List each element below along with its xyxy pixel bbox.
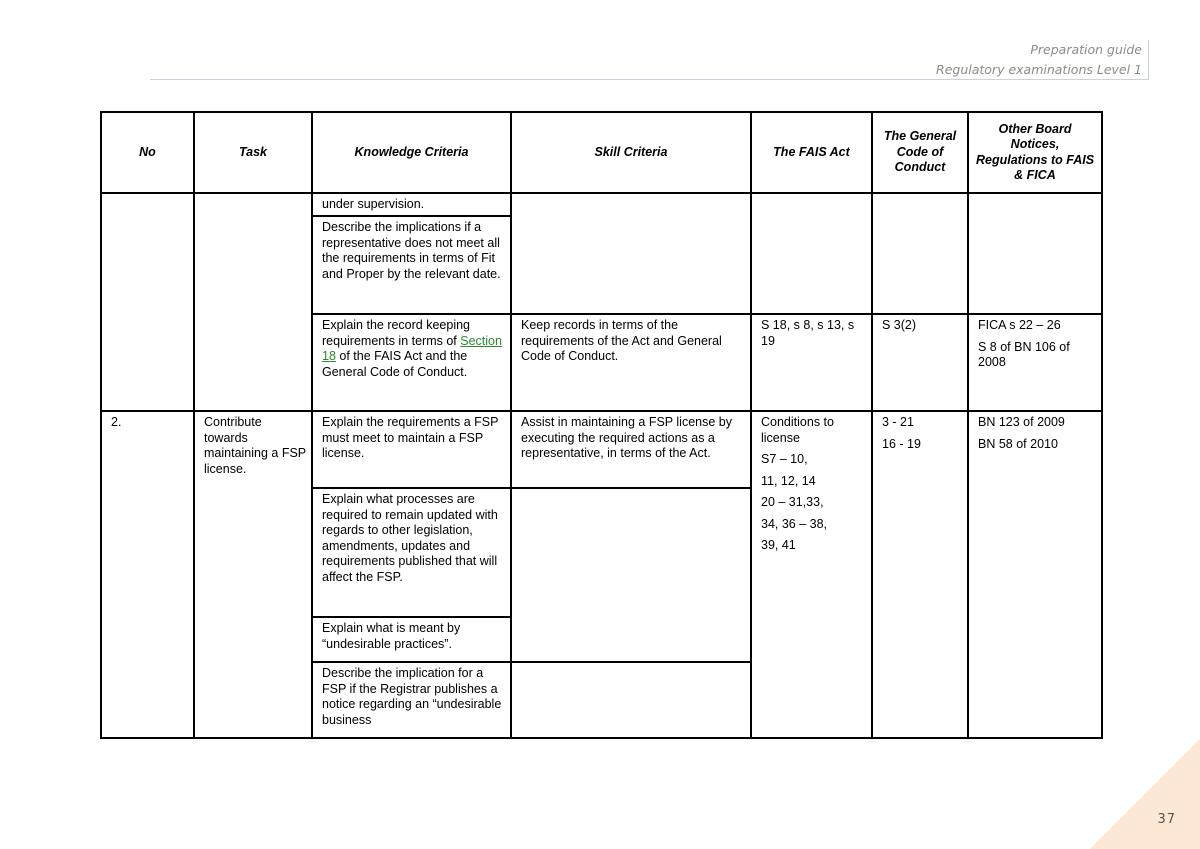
corner-triangle <box>1090 739 1200 849</box>
header-exam-title: Regulatory examinations Level 1 <box>936 62 1142 77</box>
page-number: 37 <box>1157 812 1176 827</box>
table-row <box>101 411 1102 488</box>
col-header-no: No <box>101 112 194 193</box>
knowledge-text-cont: of the FAIS Act and the General Code of Conduct. <box>322 349 468 379</box>
section-18-link[interactable]: Section 18 <box>322 333 502 363</box>
knowledge-text: under supervision. <box>322 197 425 211</box>
row-number: 2. <box>111 415 122 429</box>
cell-code <box>872 314 968 411</box>
cell-knowledge <box>312 488 511 617</box>
fais-act-text: 11, 12, 14 <box>761 473 816 488</box>
fais-act-text: S 18, s 8, s 13, s 19 <box>761 318 855 348</box>
cell-code <box>872 411 968 738</box>
header-divider-vertical <box>1148 40 1149 80</box>
fais-act-text: S7 – 10, <box>761 452 808 466</box>
code-text: 16 - 19 <box>882 436 921 451</box>
other-text: BN 58 of 2010 <box>978 436 1058 451</box>
other-text: FICA s 22 – 26 <box>978 318 1061 332</box>
fais-act-text: 39, 41 <box>761 538 796 552</box>
header-guide-title: Preparation guide <box>1030 42 1142 57</box>
cell-knowledge <box>312 411 511 488</box>
cell-knowledge <box>312 662 511 738</box>
cell-skill <box>511 488 751 662</box>
fais-act-text: Conditions to license <box>761 415 834 445</box>
cell-task <box>194 193 312 411</box>
cell-fais-act <box>751 411 872 738</box>
page-header <box>936 40 1142 80</box>
header-divider <box>150 79 1149 80</box>
code-text: S 3(2) <box>882 318 917 332</box>
cell-knowledge <box>312 314 511 411</box>
knowledge-text: Explain the record keeping requirements in terms of <box>322 318 471 348</box>
cell-no <box>101 193 194 411</box>
cell-other <box>968 411 1102 738</box>
cell-skill <box>511 411 751 488</box>
col-header-fais-act: The FAIS Act <box>751 112 872 193</box>
col-header-knowledge: Knowledge Criteria <box>312 112 511 193</box>
cell-knowledge <box>312 216 511 314</box>
col-header-skill: Skill Criteria <box>511 112 751 193</box>
knowledge-text: Describe the implications if a representative does not meet all the requirements in terms of Fit and Proper by the relevant date. <box>322 220 501 281</box>
fais-act-text: 34, 36 – 38, <box>761 516 828 531</box>
cell-skill <box>511 193 751 314</box>
header-row <box>101 112 1102 193</box>
knowledge-text: Describe the implication for a FSP if the Registrar publishes a notice regarding an “undesirable business <box>322 666 502 727</box>
cell-skill <box>511 662 751 738</box>
criteria-table <box>100 111 1103 739</box>
cell-fais-act <box>751 193 872 314</box>
cell-knowledge <box>312 617 511 662</box>
other-text: S 8 of BN 106 of 2008 <box>978 339 1070 369</box>
cell-knowledge <box>312 193 511 216</box>
other-text: BN 123 of 2009 <box>978 415 1065 429</box>
knowledge-text: Explain the requirements a FSP must meet to maintain a FSP license. <box>322 415 499 460</box>
cell-task <box>194 411 312 738</box>
col-header-code: The General Code of Conduct <box>872 112 968 193</box>
fais-act-text: 20 – 31,33, <box>761 495 824 509</box>
cell-skill <box>511 314 751 411</box>
skill-text: Assist in maintaining a FSP license by executing the required actions as a representative, in terms of the Act. <box>521 415 732 460</box>
cell-other <box>968 193 1102 314</box>
col-header-task: Task <box>194 112 312 193</box>
col-header-other: Other Board Notices, Regulations to FAIS & FICA <box>968 112 1102 193</box>
task-text: Contribute towards maintaining a FSP license. <box>204 415 306 476</box>
cell-fais-act <box>751 314 872 411</box>
cell-no <box>101 411 194 738</box>
knowledge-text: Explain what processes are required to remain updated with regards to other legislation, amendments, updates and requirements published that will affect the FSP. <box>322 492 498 584</box>
cell-other <box>968 314 1102 411</box>
skill-text: Keep records in terms of the requirements of the Act and General Code of Conduct. <box>521 318 722 363</box>
corner-decoration <box>1090 739 1200 849</box>
cell-code <box>872 193 968 314</box>
code-text: 3 - 21 <box>882 415 914 429</box>
table-row <box>101 193 1102 216</box>
knowledge-text: Explain what is meant by “undesirable practices”. <box>322 621 461 651</box>
